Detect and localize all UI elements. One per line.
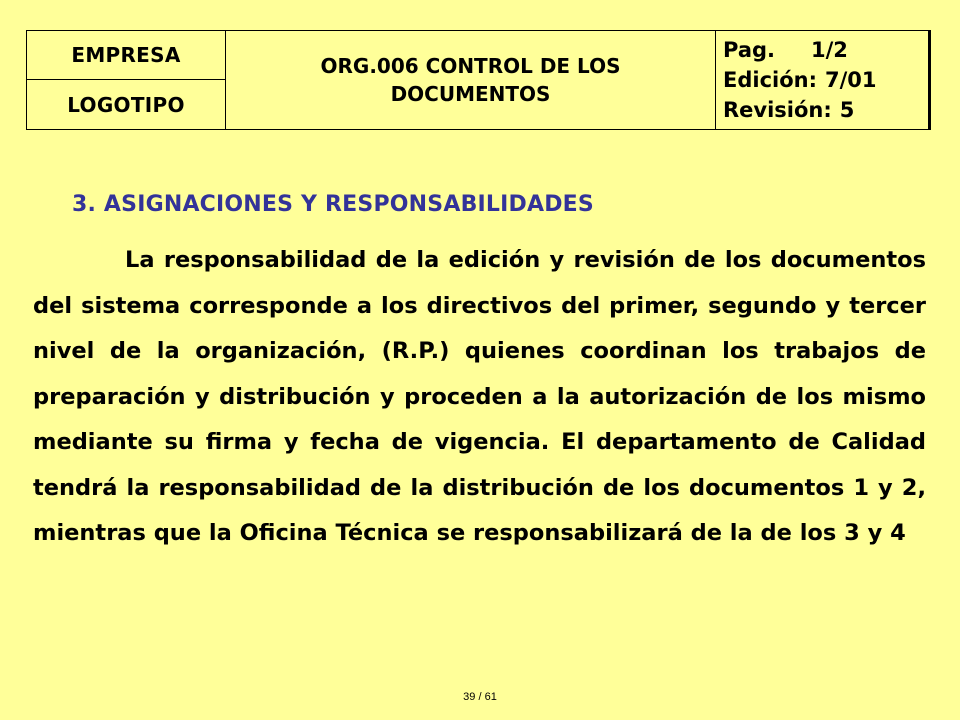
document-title-line1: ORG.006 CONTROL DE LOS [320, 54, 621, 78]
logo-cell [27, 80, 226, 129]
header-right-border [928, 30, 931, 130]
section-heading: 3. ASIGNACIONES Y RESPONSABILIDADES [72, 192, 594, 217]
page-indicator: 39 / 61 [463, 691, 497, 703]
page-row [723, 35, 848, 65]
page-label: Pag. [723, 38, 776, 62]
company-cell [27, 31, 226, 80]
document-meta-cell [716, 31, 929, 129]
document-title-cell [226, 31, 716, 129]
logo-label: LOGOTIPO [67, 92, 185, 117]
revision-value: 5 [839, 98, 855, 122]
revision-label: Revisión: [723, 98, 832, 122]
revision-row [723, 95, 854, 125]
edition-row [723, 65, 877, 95]
document-header-table [26, 30, 930, 130]
edition-label: Edición: [723, 68, 817, 92]
company-label: EMPRESA [71, 43, 181, 67]
document-title-line2: DOCUMENTOS [390, 82, 551, 106]
edition-value: 7/01 [825, 68, 877, 92]
page-value: 1/2 [811, 38, 848, 62]
body-paragraph: La responsabilidad de la edición y revisión de los documentos del sistema corresponde a los directivos del primer, segundo y tercer nivel de la organización, (R.P.) quienes coordinan los trabajos de preparación y distribución y proceden a la autorización de los mismo mediante su firma y fecha de vigencia. El departamento de Calidad tendrá la responsabilidad de la distribución de los documentos 1 y 2, mientras que la Oficina Técnica se responsabilizará de la de los 3 y 4 [33, 247, 926, 546]
